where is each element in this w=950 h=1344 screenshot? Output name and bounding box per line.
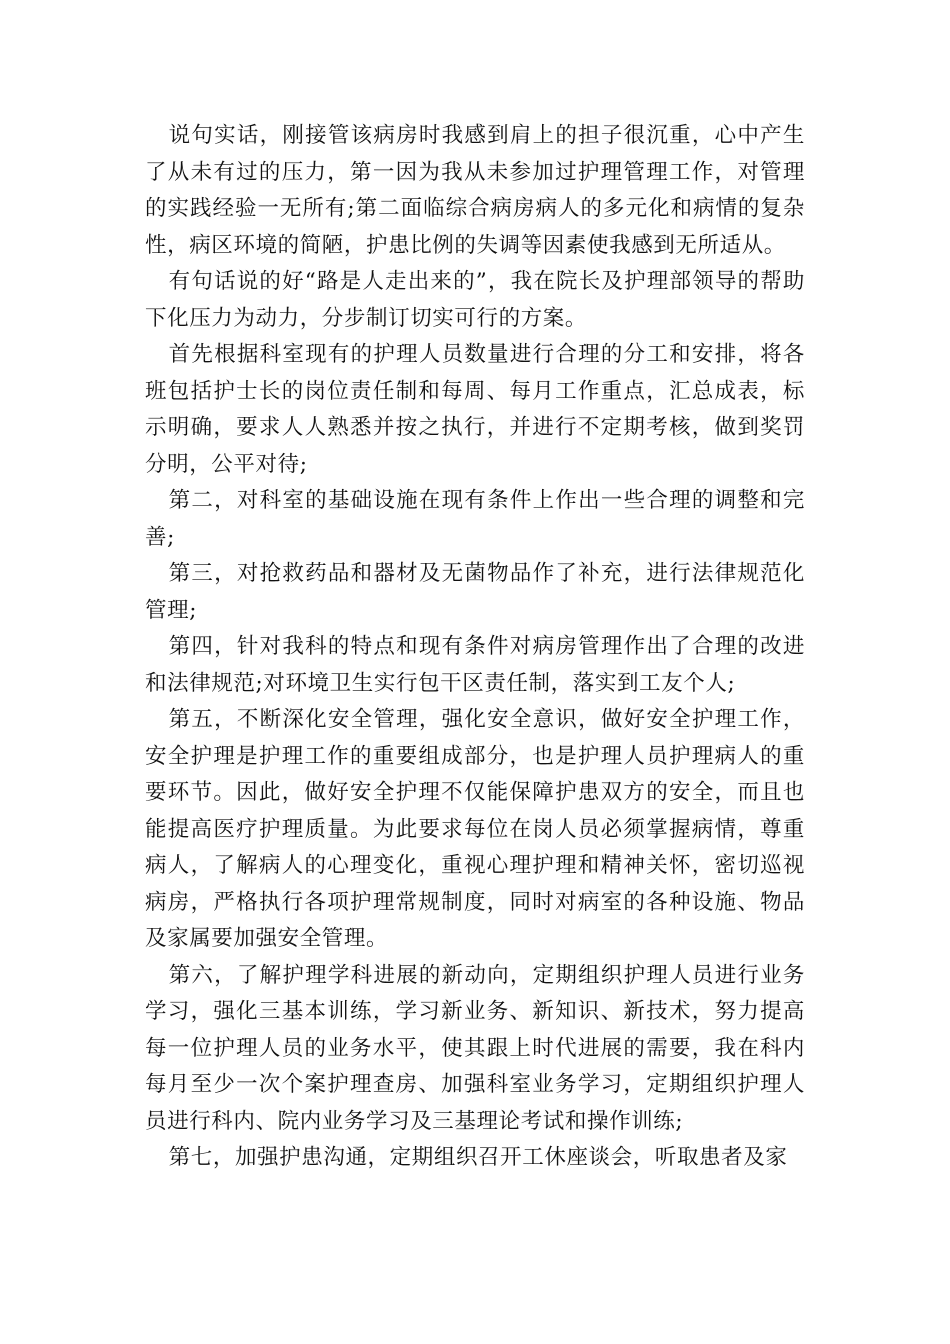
paragraph-first: 首先根据科室现有的护理人员数量进行合理的分工和安排，将各班包括护士长的岗位责任制和每周、每月工作重点，汇总成表，标示明确，要求人人熟悉并按之执行，并进行不定期考核，做到奖罚分明，公平对待; — [145, 342, 805, 477]
document-body — [145, 118, 805, 1177]
paragraph-second: 第二，对科室的基础设施在现有条件上作出一些合理的调整和完善; — [145, 488, 805, 550]
paragraph-sixth: 第六，了解护理学科进展的新动向，定期组织护理人员进行业务学习，强化三基本训练，学习新业务、新知识、新技术，努力提高每一位护理人员的业务水平，使其跟上时代进展的需要，我在科内每月至少一次个案护理查房、加强科室业务学习，定期组织护理人员进行科内、院内业务学习及三基理论考试和操作训练; — [145, 962, 805, 1134]
paragraph-intro: 说句实话，刚接管该病房时我感到肩上的担子很沉重，心中产生了从未有过的压力，第一因为我从未参加过护理管理工作，对管理的实践经验一无所有;第二面临综合病房病人的多元化和病情的复杂性，病区环境的简陋，护患比例的失调等因素使我感到无所适从。 — [145, 123, 805, 258]
paragraph-third: 第三，对抢救药品和器材及无菌物品作了补充，进行法律规范化管理; — [145, 561, 805, 623]
paragraph-fourth: 第四，针对我科的特点和现有条件对病房管理作出了合理的改进和法律规范;对环境卫生实行包干区责任制，落实到工友个人; — [145, 634, 805, 696]
paragraph-saying: 有句话说的好“路是人走出来的”，我在院长及护理部领导的帮助下化压力为动力，分步制订切实可行的方案。 — [145, 269, 805, 331]
paragraph-fifth: 第五，不断深化安全管理，强化安全意识，做好安全护理工作，安全护理是护理工作的重要组成部分，也是护理人员护理病人的重要环节。因此，做好安全护理不仅能保障护患双方的安全，而且也能提高医疗护理质量。为此要求每位在岗人员必须掌握病情，尊重病人，了解病人的心理变化，重视心理护理和精神关怀，密切巡视病房，严格执行各项护理常规制度，同时对病室的各种设施、物品及家属要加强安全管理。 — [145, 707, 805, 951]
paragraph-seventh: 第七，加强护患沟通，定期组织召开工休座谈会，听取患者及家 — [168, 1145, 788, 1170]
